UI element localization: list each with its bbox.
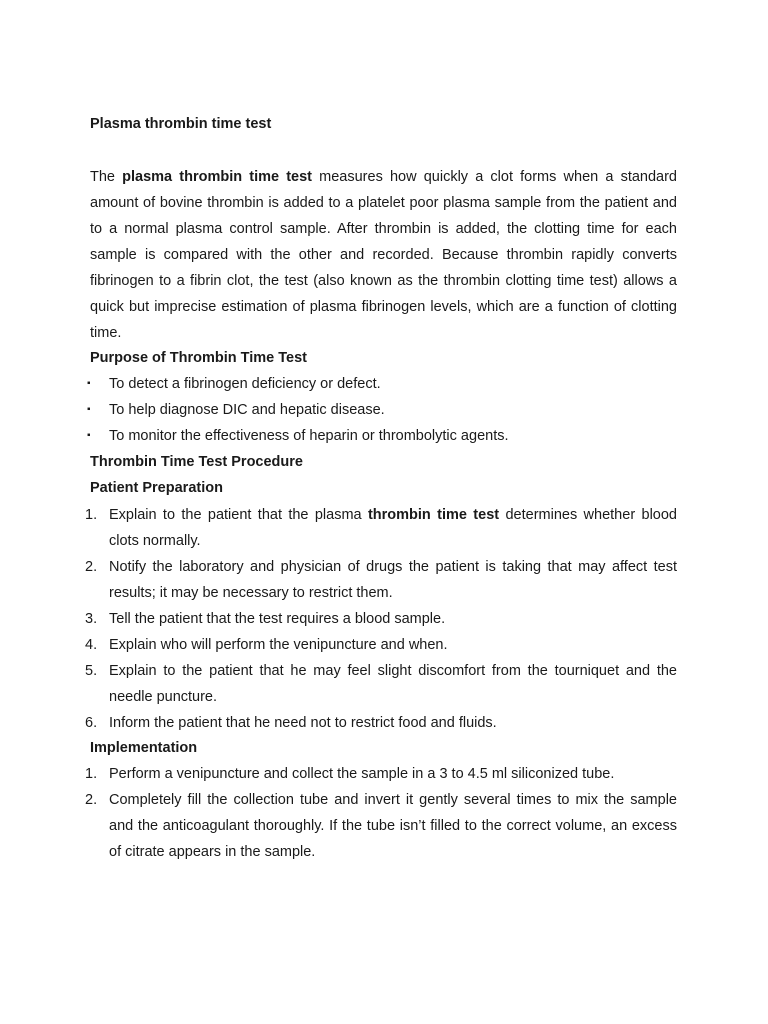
bullet-icon: ▪ xyxy=(87,404,91,415)
list-number: 4. xyxy=(85,637,98,653)
bold-term: thrombin time test xyxy=(367,507,500,523)
list-number: 1. xyxy=(85,766,98,782)
intro-lead: The xyxy=(90,169,123,185)
list-number: 2. xyxy=(85,559,98,575)
list-number: 6. xyxy=(85,715,98,731)
procedure-heading: Thrombin Time Test Procedure xyxy=(90,454,303,470)
list-item: 5. Explain to the patient that he may feel slight discomfort from the tourniquet and the needle puncture. xyxy=(90,658,677,710)
list-item: ▪ To monitor the effectiveness of heparin or thrombolytic agents. xyxy=(90,423,677,449)
purpose-heading: Purpose of Thrombin Time Test xyxy=(90,350,307,366)
list-item: 2. Notify the laboratory and physician of drugs the patient is taking that may affect test results; it may be necessary to restrict them. xyxy=(90,554,677,606)
list-number: 5. xyxy=(85,663,98,679)
bullet-icon: ▪ xyxy=(87,378,91,389)
list-number: 2. xyxy=(85,792,98,808)
list-item: 2. Completely fill the collection tube and invert it gently several times to mix the sample and the anticoagulant thoroughly. If the tube isn’t filled to the correct volume, an excess of citrate appears in the sample. xyxy=(90,787,677,865)
preparation-list xyxy=(85,502,677,736)
implementation-heading: Implementation xyxy=(90,740,198,756)
bullet-icon: ▪ xyxy=(87,430,91,441)
list-item: 4. Explain who will perform the venipuncture and when. xyxy=(90,632,677,658)
preparation-heading: Patient Preparation xyxy=(90,480,223,496)
list-item: ▪ To detect a fibrinogen deficiency or defect. xyxy=(90,371,677,397)
list-number: 1. xyxy=(85,507,98,523)
list-item: 3. Tell the patient that the test requires a blood sample. xyxy=(90,606,677,632)
intro-rest: measures how quickly a clot forms when a standard amount of bovine thrombin is added to a platelet poor plasma sample from the patient and to a normal plasma control sample. After thrombin is added, the clotting time for each sample is compared with the other and recorded. Because thrombin rapidly converts fibrinogen to a fibrin clot, the test (also known as the thrombin clotting time test) allows a quick but imprecise estimation of plasma fibrinogen levels, which are a function of clotting time. xyxy=(90,169,677,341)
implementation-list xyxy=(85,761,677,865)
document-title: Plasma thrombin time test xyxy=(90,116,272,132)
list-item: 1. Explain to the patient that the plasma thrombin time test determines whether blood clots normally. xyxy=(90,502,677,554)
list-item: 6. Inform the patient that he need not to restrict food and fluids. xyxy=(90,710,677,736)
intro-paragraph xyxy=(90,164,677,346)
list-item: ▪ To help diagnose DIC and hepatic disease. xyxy=(90,397,677,423)
list-item: 1. Perform a venipuncture and collect the sample in a 3 to 4.5 ml siliconized tube. xyxy=(90,761,677,787)
purpose-list xyxy=(87,371,677,449)
intro-bold-term: plasma thrombin time test xyxy=(122,169,312,185)
list-number: 3. xyxy=(85,611,98,627)
